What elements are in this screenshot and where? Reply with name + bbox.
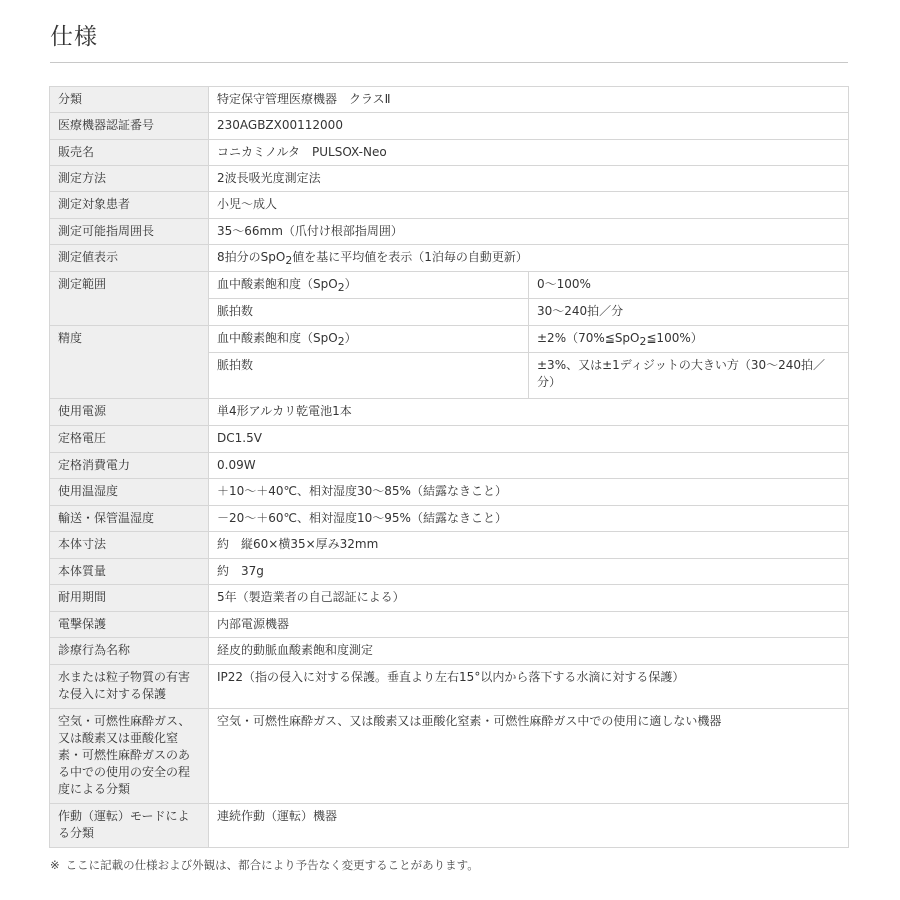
page-title: 仕様: [50, 24, 98, 50]
sub-value: 0～100%: [529, 272, 849, 299]
subscript: 2: [337, 335, 345, 348]
row-label: 医療機器認証番号: [50, 113, 209, 140]
value-text: 8拍分のSpO: [217, 250, 286, 264]
row-label: 本体寸法: [50, 532, 209, 559]
table-row: [50, 479, 849, 506]
row-value: 約 縦60×横35×厚み32mm: [209, 532, 849, 559]
row-label: 測定可能指周囲長: [50, 219, 209, 245]
row-label: 測定対象患者: [50, 192, 209, 219]
value-text: ≦100%）: [646, 331, 703, 345]
footnote-text: ここに記載の仕様および外観は、都合により予告なく変更することがあります。: [65, 858, 479, 872]
row-value: 連続作動（運転）機器: [209, 804, 849, 848]
row-label: 電撃保護: [50, 612, 209, 638]
table-row: [50, 665, 849, 709]
row-value: 0.09W: [209, 453, 849, 479]
row-value: 35～66mm（爪付け根部指周囲）: [209, 219, 849, 245]
item-text: ）: [344, 331, 357, 345]
row-value: コニカミノルタ PULSOX-Neo: [209, 140, 849, 166]
table-row: [50, 426, 849, 453]
table-row: [50, 506, 849, 532]
footnote-mark: ※: [50, 858, 60, 872]
table-row: [50, 804, 849, 848]
sub-value: [529, 326, 849, 353]
table-row: [50, 245, 849, 272]
value-text: ±2%（70%≦SpO: [537, 331, 640, 345]
item-text: 血中酸素飽和度（SpO: [217, 277, 338, 291]
value-text: 値を基に平均値を表示（1泊毎の自動更新）: [292, 250, 528, 264]
table-row: [50, 453, 849, 479]
row-value: 5年（製造業者の自己認証による）: [209, 585, 849, 612]
row-label: 使用電源: [50, 399, 209, 426]
table-row: [50, 638, 849, 665]
title-divider: [50, 62, 848, 63]
item-text: ）: [344, 277, 357, 291]
row-label: 測定範囲: [50, 272, 209, 326]
row-value: 2波長吸光度測定法: [209, 166, 849, 192]
row-label: 空気・可燃性麻酔ガス、又は酸素又は亜酸化窒素・可燃性麻酔ガスのある中での使用の安全の程度による分類: [50, 709, 209, 804]
row-label: 測定方法: [50, 166, 209, 192]
subscript: 2: [285, 254, 293, 267]
footnote: [50, 857, 479, 873]
row-value: 空気・可燃性麻酔ガス、又は酸素又は亜酸化窒素・可燃性麻酔ガス中での使用に適しない機器: [209, 709, 849, 804]
row-label: 分類: [50, 87, 209, 113]
subscript: 2: [639, 335, 647, 348]
sub-item: 脈拍数: [209, 353, 529, 399]
row-value: 特定保守管理医療機器 クラスⅡ: [209, 87, 849, 113]
sub-value: ±3%、又は±1ディジットの大きい方（30～240拍／分）: [529, 353, 849, 399]
table-row: [50, 219, 849, 245]
row-label: 定格消費電力: [50, 453, 209, 479]
sub-item: [209, 326, 529, 353]
table-row: [50, 709, 849, 804]
table-row: [50, 399, 849, 426]
table-row: [50, 113, 849, 140]
row-value: 小児～成人: [209, 192, 849, 219]
row-value: 約 37g: [209, 559, 849, 585]
row-value: 内部電源機器: [209, 612, 849, 638]
table-row: [50, 326, 849, 353]
row-label: 水または粒子物質の有害な侵入に対する保護: [50, 665, 209, 709]
row-value: 230AGBZX00112000: [209, 113, 849, 140]
row-value: 経皮的動脈血酸素飽和度測定: [209, 638, 849, 665]
row-label: 耐用期間: [50, 585, 209, 612]
subscript: 2: [337, 281, 345, 294]
table-row: [50, 272, 849, 299]
row-label: 精度: [50, 326, 209, 399]
item-text: 血中酸素飽和度（SpO: [217, 331, 338, 345]
table-row: [50, 559, 849, 585]
row-value: 単4形アルカリ乾電池1本: [209, 399, 849, 426]
table-row: [50, 612, 849, 638]
row-label: 定格電圧: [50, 426, 209, 453]
row-value: [209, 245, 849, 272]
row-value: ＋10～＋40℃、相対湿度30～85%（結露なきこと）: [209, 479, 849, 506]
table-row: [50, 140, 849, 166]
row-label: 本体質量: [50, 559, 209, 585]
table-row: [50, 585, 849, 612]
sub-item: [209, 272, 529, 299]
sub-item: 脈拍数: [209, 299, 529, 326]
row-value: －20～＋60℃、相対湿度10～95%（結露なきこと）: [209, 506, 849, 532]
row-label: 輸送・保管温湿度: [50, 506, 209, 532]
table-row: [50, 87, 849, 113]
row-label: 使用温湿度: [50, 479, 209, 506]
row-label: 販売名: [50, 140, 209, 166]
row-label: 診療行為名称: [50, 638, 209, 665]
spec-table: [49, 86, 849, 848]
row-label: 測定値表示: [50, 245, 209, 272]
table-row: [50, 192, 849, 219]
row-value: IP22（指の侵入に対する保護。垂直より左右15°以内から落下する水滴に対する保護）: [209, 665, 849, 709]
row-label: 作動（運転）モードによる分類: [50, 804, 209, 848]
table-row: [50, 166, 849, 192]
table-row: [50, 532, 849, 559]
row-value: DC1.5V: [209, 426, 849, 453]
sub-value: 30～240拍／分: [529, 299, 849, 326]
